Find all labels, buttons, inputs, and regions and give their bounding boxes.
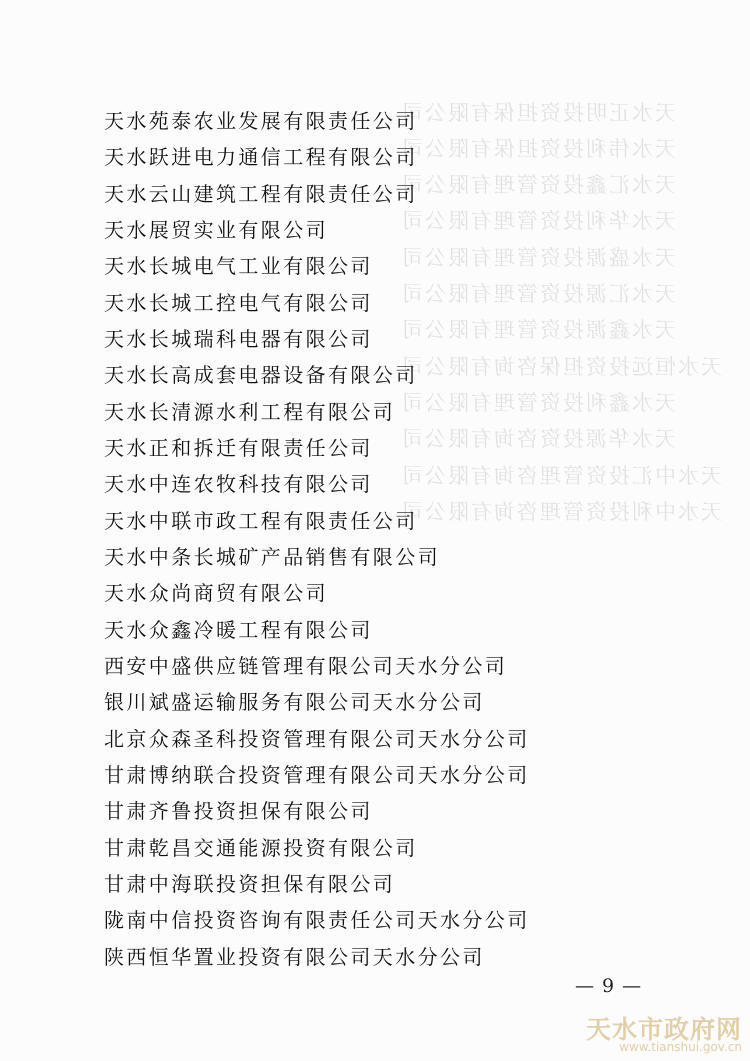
company-item: 天水中连农牧科技有限公司 xyxy=(104,472,373,497)
company-item: 天水云山建筑工程有限责任公司 xyxy=(104,181,418,206)
page-number: — 9 — xyxy=(575,975,643,997)
show-through-line: 天水中汇投资管理咨询有限公司 xyxy=(400,465,722,487)
company-item: 陕西恒华置业投资有限公司天水分公司 xyxy=(104,944,485,969)
show-through-line: 天水盛源投资管理有限公司 xyxy=(400,247,676,269)
company-item: 甘肃博纳联合投资管理有限公司天水分公司 xyxy=(104,762,530,787)
company-item: 天水跃进电力通信工程有限公司 xyxy=(104,145,418,170)
watermark-url: www.tianshui.gov.cn xyxy=(619,1040,742,1054)
show-through-line: 天水汇鑫投资管理有限公司 xyxy=(400,174,676,196)
company-item: 天水展贸实业有限公司 xyxy=(104,217,328,242)
company-item: 天水长城工控电气有限公司 xyxy=(104,290,373,315)
company-item: 天水众鑫冷暖工程有限公司 xyxy=(104,617,373,642)
company-item: 天水中联市政工程有限责任公司 xyxy=(104,508,418,533)
company-item: 天水长清源水利工程有限公司 xyxy=(104,399,396,424)
show-through-line: 天水鑫利投资管理有限公司 xyxy=(400,392,676,414)
company-item: 陇南中信投资咨询有限责任公司天水分公司 xyxy=(104,908,530,933)
show-through-line: 天水伟利投资担保有限公司 xyxy=(400,138,676,160)
company-item: 天水长城电气工业有限公司 xyxy=(104,254,373,279)
company-item: 甘肃齐鲁投资担保有限公司 xyxy=(104,799,373,824)
company-item: 天水长城瑞科电器有限公司 xyxy=(104,326,373,351)
show-through-line: 天水华利投资管理有限公司 xyxy=(400,210,676,232)
company-item: 天水中条长城矿产品销售有限公司 xyxy=(104,544,440,569)
show-through-line: 天水正明投资担保有限公司 xyxy=(400,102,676,124)
show-through-line: 天水鑫源投资管理有限公司 xyxy=(400,319,676,341)
show-through-line: 天水汇源投资管理有限公司 xyxy=(400,283,676,305)
company-item: 银川斌盛运输服务有限公司天水分公司 xyxy=(104,690,485,715)
company-item: 天水苑泰农业发展有限责任公司 xyxy=(104,109,418,133)
show-through-line: 天水恒远投资担保咨询有限公司 xyxy=(400,356,722,378)
company-item: 西安中盛供应链管理有限公司天水分公司 xyxy=(104,653,508,678)
site-watermark xyxy=(585,1010,748,1060)
company-item: 天水长高成套电器设备有限公司 xyxy=(104,363,418,388)
company-item: 天水正和拆迁有限责任公司 xyxy=(104,435,373,460)
show-through-line: 天水中利投资管理咨询有限公司 xyxy=(400,501,722,523)
company-item: 天水众尚商贸有限公司 xyxy=(104,581,328,606)
watermark-title: 天水市政府网 xyxy=(585,1015,742,1044)
company-list xyxy=(104,103,704,975)
company-item: 甘肃中海联投资担保有限公司 xyxy=(104,871,396,896)
company-item: 甘肃乾昌交通能源投资有限公司 xyxy=(104,835,418,860)
company-item: 北京众森圣科投资管理有限公司天水分公司 xyxy=(104,726,530,751)
show-through-line: 天水华源投资咨询有限公司 xyxy=(400,428,676,450)
